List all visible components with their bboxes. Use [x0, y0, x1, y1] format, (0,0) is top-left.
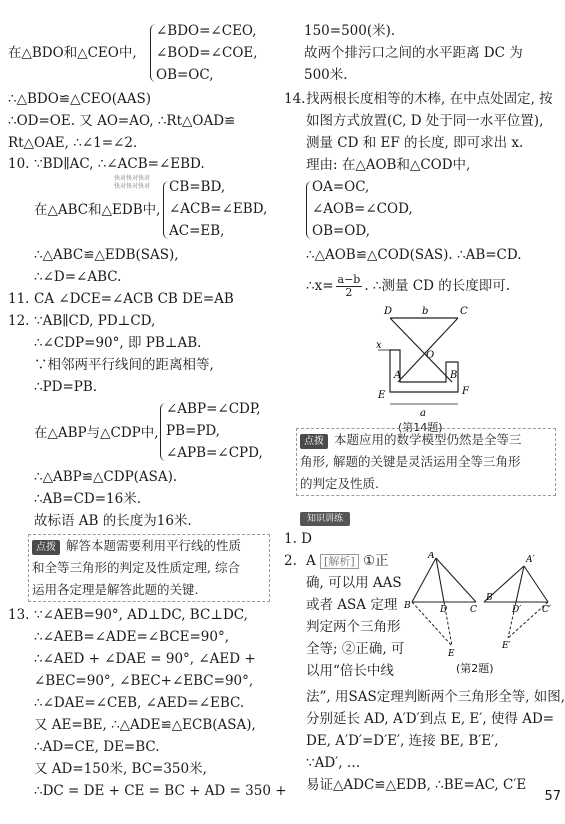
a2-answer: A: [306, 553, 316, 569]
q12-line-4: ∴PD=PB.: [34, 379, 98, 395]
q10-line-2: ∴△ABC≌△EDB(SAS),: [34, 247, 179, 263]
fig14-label-E: E: [378, 390, 386, 401]
q12-line-2: ∴∠CDP=90°, 即 PB⊥AB.: [34, 335, 202, 351]
fig14-label-B: B: [450, 370, 458, 381]
q14-line-5: ∴△AOB≌△COD(SAS). ∴AB=CD.: [306, 247, 522, 263]
fig14-caption: (第14题): [398, 421, 443, 434]
fig2-caption: (第2题): [456, 662, 494, 675]
a2-full-1: 法”, 用SAS定理判断两个三角形全等, 如图,: [306, 689, 565, 705]
fig2-label-A: A: [428, 552, 435, 561]
q13-line-9: ∴DC = DE + CE = BC + AD = 350 +: [34, 783, 287, 799]
q14-line-2: 如图方式放置(C, D 处于同一水平位置),: [306, 113, 544, 129]
tip14-line-2: 角形, 解题的关键是灵活运用全等三角形: [300, 454, 521, 469]
tip12-tag: 点拨: [32, 540, 60, 555]
a2-full-5: 易证△ADC≌△EDB, ∴BE=AC, C′E: [306, 777, 527, 793]
p1-line-1: ∴△BDO≌△CEO(AAS): [8, 91, 152, 107]
section-logo: 知识训练: [300, 512, 350, 526]
q10-stamp-2: 快对快对快对: [114, 183, 151, 190]
q13-cont-1: 150=500(米).: [304, 23, 396, 39]
fig2-label-C: C: [470, 605, 477, 615]
q10-intro: 在△ABC和△EDB中,: [34, 202, 161, 218]
tip12-line-2: 和全等三角形的判定及性质定理, 综合: [32, 560, 240, 575]
a2-full-4: ∵AD′, …: [306, 755, 361, 771]
q10-cond-1: CB=BD,: [169, 179, 226, 195]
q12-line-1: ∵AB∥CD, PD⊥CD,: [34, 313, 156, 329]
fig14-label-b: b: [422, 306, 429, 317]
a2-number: 2.: [284, 553, 297, 569]
q11-answer: CA ∠DCE=∠ACB CB DE=AB: [34, 291, 234, 307]
fig14-label-C: C: [460, 306, 468, 317]
page-number: 57: [544, 789, 561, 804]
q14-fraction: $\frac{a-b}{2}$: [337, 273, 361, 299]
fig14-label-a: a: [420, 408, 426, 419]
fig2-label-C2: C′: [542, 605, 551, 615]
fig14-label-F: F: [462, 386, 469, 397]
p1-line-3: Rt△OAE, ∴∠1=∠2.: [8, 135, 138, 151]
q10-number: 10.: [8, 156, 30, 172]
q12-line-6: ∴AB=CD=16米.: [34, 491, 142, 507]
q13-cont-2: 故两个排污口之间的水平距离 DC 为: [304, 45, 523, 61]
q13-line-8: 又 AD=150米, BC=350米,: [34, 761, 207, 777]
a2-line-6: 以用“倍长中线: [306, 663, 394, 679]
q10-cond-3: AC=EB,: [169, 223, 225, 239]
figure-2: [404, 552, 554, 670]
q12-cond-2: PB=PD,: [166, 423, 221, 439]
fig2-label-E2: E′: [502, 641, 511, 651]
a2-line-3: 或者 ASA 定理: [306, 597, 398, 613]
q12-line-5: ∴△ABP≌△CDP(ASA).: [34, 469, 178, 485]
a2-analysis-tag: [解析]: [320, 554, 359, 569]
q13-line-1: ∵∠AEB=90°, AD⊥DC, BC⊥DC,: [34, 607, 248, 623]
q13-line-6: 又 AE=BE, ∴△ADE≌△ECB(ASA),: [34, 717, 256, 733]
tip14-line-3: 的判定及性质.: [300, 476, 379, 491]
fig2-label-A2: A′: [526, 555, 535, 565]
q10-cond-2: ∠ACB=∠EBD,: [169, 201, 268, 217]
answer-1: 1. D: [284, 531, 312, 547]
p1-line-2: ∴OD=OE. 又 AO=AO, ∴Rt△OAD≌: [8, 113, 236, 129]
p1-intro: 在△BDO和△CEO中,: [8, 45, 137, 61]
q12-line-3: ∵相邻两平行线间的距离相等,: [34, 357, 214, 373]
q14-number: 14.: [284, 91, 306, 107]
fig2-label-E: E: [448, 649, 455, 659]
tip12-line-1: 点拨 解答本题需要利用平行线的性质: [32, 535, 241, 557]
a2-line-5: 全等; ②正确, 可: [306, 641, 405, 657]
q14-cond-1: OA=OC,: [312, 179, 370, 195]
a2-line-4: 判定两个三角形: [306, 619, 401, 635]
q12-line-7: 故标语 AB 的长度为16米.: [34, 513, 192, 529]
q14-cond-2: ∠AOB=∠COD,: [312, 201, 413, 217]
q11-number: 11.: [8, 291, 30, 307]
q13-number: 13.: [8, 607, 30, 623]
a2-full-3: DE, A′D′=D′E′, 连接 BE, B′E′,: [306, 733, 499, 749]
q10-stamp-1: 快对快对快对: [114, 175, 151, 182]
q14-line-4: 理由: 在△AOB和△COD中,: [306, 157, 471, 173]
tip14-line-1: 点拨 本题应用的数学模型仍然是全等三: [300, 429, 522, 451]
fig14-label-x: x: [376, 340, 382, 351]
fig14-label-O: O: [426, 350, 435, 361]
fig2-ab: [412, 558, 436, 602]
q13-line-4: ∠BEC=90°, ∠BEC+∠EBC=90°,: [34, 673, 254, 689]
q12-cond-3: ∠APB=∠CPD,: [166, 445, 263, 461]
q12-cond-1: ∠ABP=∠CDP,: [166, 401, 261, 417]
p1-cond-3: OB=OC,: [156, 67, 214, 83]
p1-cond-2: ∠BOD=∠COE,: [156, 45, 258, 61]
q10-line-1: ∵BD∥AC, ∴∠ACB=∠EBD.: [34, 156, 205, 172]
fig2-label-D2: D′: [512, 605, 522, 615]
fig14-label-D: D: [384, 306, 393, 317]
fig2-label-D: D: [440, 605, 448, 615]
a2-full-2: 分别延长 AD, A′D′到点 E, E′, 使得 AD=: [306, 711, 555, 727]
fig2-label-B2: B′: [486, 593, 495, 603]
q14-line-3: 测量 CD 和 EF 的长度, 即可求出 x.: [306, 135, 524, 151]
fig2-ac: [436, 558, 476, 602]
q13-line-7: ∴AD=CE, DE=BC.: [34, 739, 160, 755]
q14-cond-3: OB=OD,: [312, 223, 371, 239]
fig2-label-B: B: [404, 601, 411, 611]
q10-line-3: ∴∠D=∠ABC.: [34, 269, 122, 285]
q13-line-2: ∴∠AEB=∠ADE=∠BCE=90°,: [34, 629, 229, 645]
q12-intro: 在△ABP与△CDP中,: [34, 425, 159, 441]
fig14-label-A: A: [394, 370, 402, 381]
a2-line-1: A [解析] ①正: [306, 553, 389, 569]
q13-line-5: ∴∠DAE=∠CEB, ∠AED=∠EBC.: [34, 695, 245, 711]
tip14-tag: 点拨: [300, 434, 328, 449]
fig2-a2c2: [524, 566, 548, 602]
a2-line-2: 确, 可以用 AAS: [306, 575, 402, 591]
q13-line-3: ∴∠AED + ∠DAE = 90°, ∠AED +: [34, 651, 256, 667]
q12-number: 12.: [8, 313, 30, 329]
q13-cont-3: 500米.: [304, 67, 348, 83]
p1-cond-1: ∠BDO=∠CEO,: [156, 23, 257, 39]
q14-line-6: ∴x= $\frac{a-b}{2}$ . ∴测量 CD 的长度即可.: [306, 273, 511, 299]
figure-14: [370, 300, 490, 430]
tip12-line-3: 运用各定理是解答此题的关键.: [32, 582, 199, 597]
q14-line-1: 找两根长度相等的木棒, 在中点处固定, 按: [306, 91, 553, 107]
